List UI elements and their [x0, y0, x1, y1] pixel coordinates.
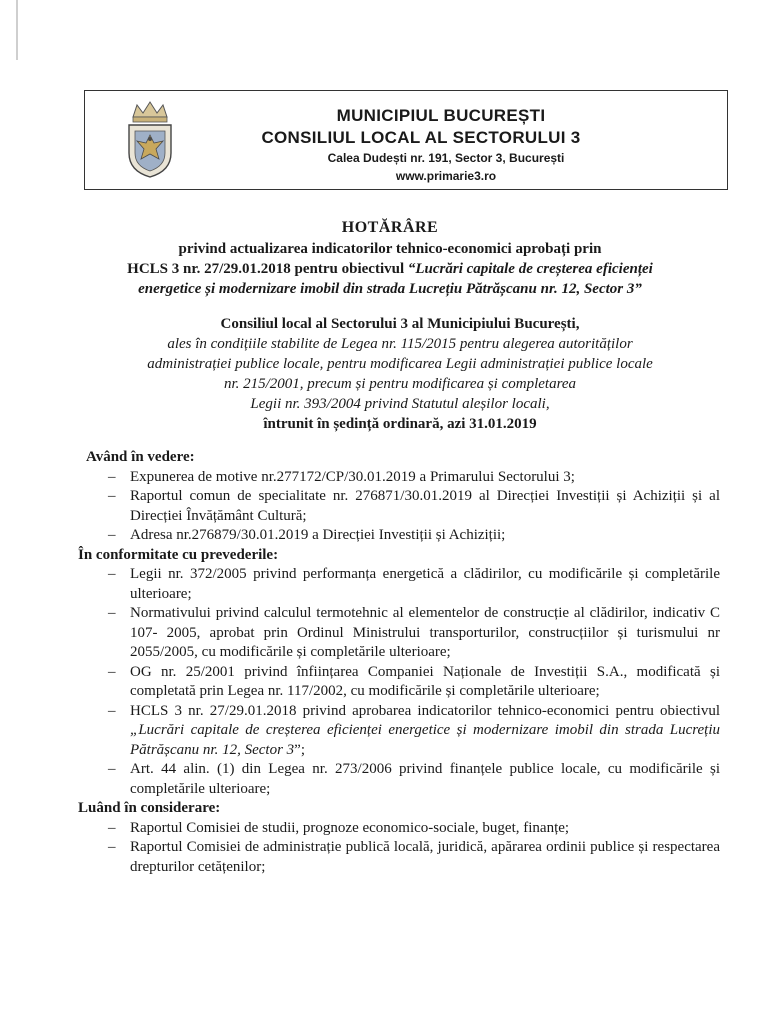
document-body	[78, 448, 720, 877]
council-legal-line-3: nr. 215/2001, precum și pentru modificarea și completarea	[223, 376, 577, 392]
council-preamble	[80, 314, 720, 434]
council-legal-line-1: ales în condițiile stabilite de Legea nr. 115/2015 pentru alegerea autorităților	[167, 336, 633, 352]
section-heading-luand: Luând în considerare:	[78, 800, 221, 816]
municipality-name: MUNICIPIUL BUCUREȘTI	[336, 106, 546, 125]
document-title: HOTĂRÂRE	[341, 219, 439, 236]
list-item: – Raportul Comisiei de administrație publică locală, juridică, apărarea ordinii publice și respectarea drepturilor cetățenilor;	[78, 838, 720, 877]
scan-edge-mark	[16, 0, 18, 60]
council-header-name: CONSILIUL LOCAL AL SECTORULUI 3	[261, 128, 581, 147]
list-item: – Legii nr. 372/2005 privind performanța energetică a clădirilor, cu modificările și completările ulterioare;	[78, 565, 720, 604]
decision-title-block	[80, 218, 700, 299]
title-subject-line-1: privind actualizarea indicatorilor tehnico-economici aprobați prin	[178, 241, 602, 257]
letterhead-box	[84, 90, 728, 190]
title-subject-line-3	[80, 279, 700, 299]
list-item: – Raportul comun de specialitate nr. 276871/30.01.2019 al Direcției Investiții și Achiziții și al Direcției Învățământ Cultură;	[78, 487, 720, 526]
title-subject-line-2	[80, 259, 700, 279]
meeting-date: întrunit în ședință ordinară, azi 31.01.2019	[263, 416, 537, 432]
title-line-2-italic: “Lucrări capitale de creșterea eficienței	[407, 261, 653, 277]
list-luand	[78, 819, 720, 878]
list-item: – Expunerea de motive nr.277172/CP/30.01.2019 a Primarului Sectorului 3;	[78, 468, 720, 488]
header-address: Calea Dudești nr. 191, Sector 3, București	[327, 151, 565, 165]
list-item: – OG nr. 25/2001 privind înființarea Companiei Naționale de Investiții S.A., modificată și completată prin Legea nr. 117/2002, cu modificările și completările ulterioare;	[78, 663, 720, 702]
hcls-plain: HCLS 3 nr. 27/29.01.2018 privind aprobarea indicatorilor tehnico-economici pentru obiectivul	[130, 702, 720, 719]
council-legal-line-2: administrației publice locale, pentru modificarea Legii administrației publice locale	[147, 356, 653, 372]
hcls-italic: „Lucrări capitale de creșterea eficienței energetice și modernizare imobil din strada Lucrețiu Pătrășcanu nr. 12, Sector 3	[130, 722, 720, 758]
title-line-2-plain: HCLS 3 nr. 27/29.01.2018 pentru obiectivul	[127, 261, 408, 277]
list-item: – Art. 44 alin. (1) din Legea nr. 273/2006 privind finanțele publice locale, cu modificările și completările ulterioare;	[78, 760, 720, 799]
council-legal-line-4: Legii nr. 393/2004 privind Statutul aleșilor locali,	[250, 396, 550, 412]
list-item: – Adresa nr.276879/30.01.2019 a Direcției Investiții și Achiziții;	[78, 526, 720, 546]
list-item: – Raportul Comisiei de studii, prognoze economico-sociale, buget, finanțe;	[78, 819, 720, 839]
hcls-end: ”;	[294, 741, 305, 758]
list-conformitate	[78, 565, 720, 799]
list-avand	[78, 468, 720, 546]
letterhead-text	[85, 105, 727, 185]
section-heading-avand: Având în vedere:	[86, 449, 195, 465]
list-item	[78, 702, 720, 761]
title-line-3-italic: energetice și modernizare imobil din strada Lucrețiu Pătrășcanu nr. 12, Sector 3”	[138, 281, 642, 297]
list-item: – Normativului privind calculul termotehnic al elementelor de construcție al clădirilor, indicativ C 107- 2005, aprobat prin Ordinul Ministrului transporturilor, construcțiilor și turismului nr 2055/2005, cu modificările și completările ulterioare;	[78, 604, 720, 663]
header-website: www.primarie3.ro	[395, 169, 497, 183]
section-heading-conformitate: În conformitate cu prevederile:	[78, 546, 279, 563]
council-name: Consiliul local al Sectorului 3 al Municipiului București,	[220, 316, 580, 332]
